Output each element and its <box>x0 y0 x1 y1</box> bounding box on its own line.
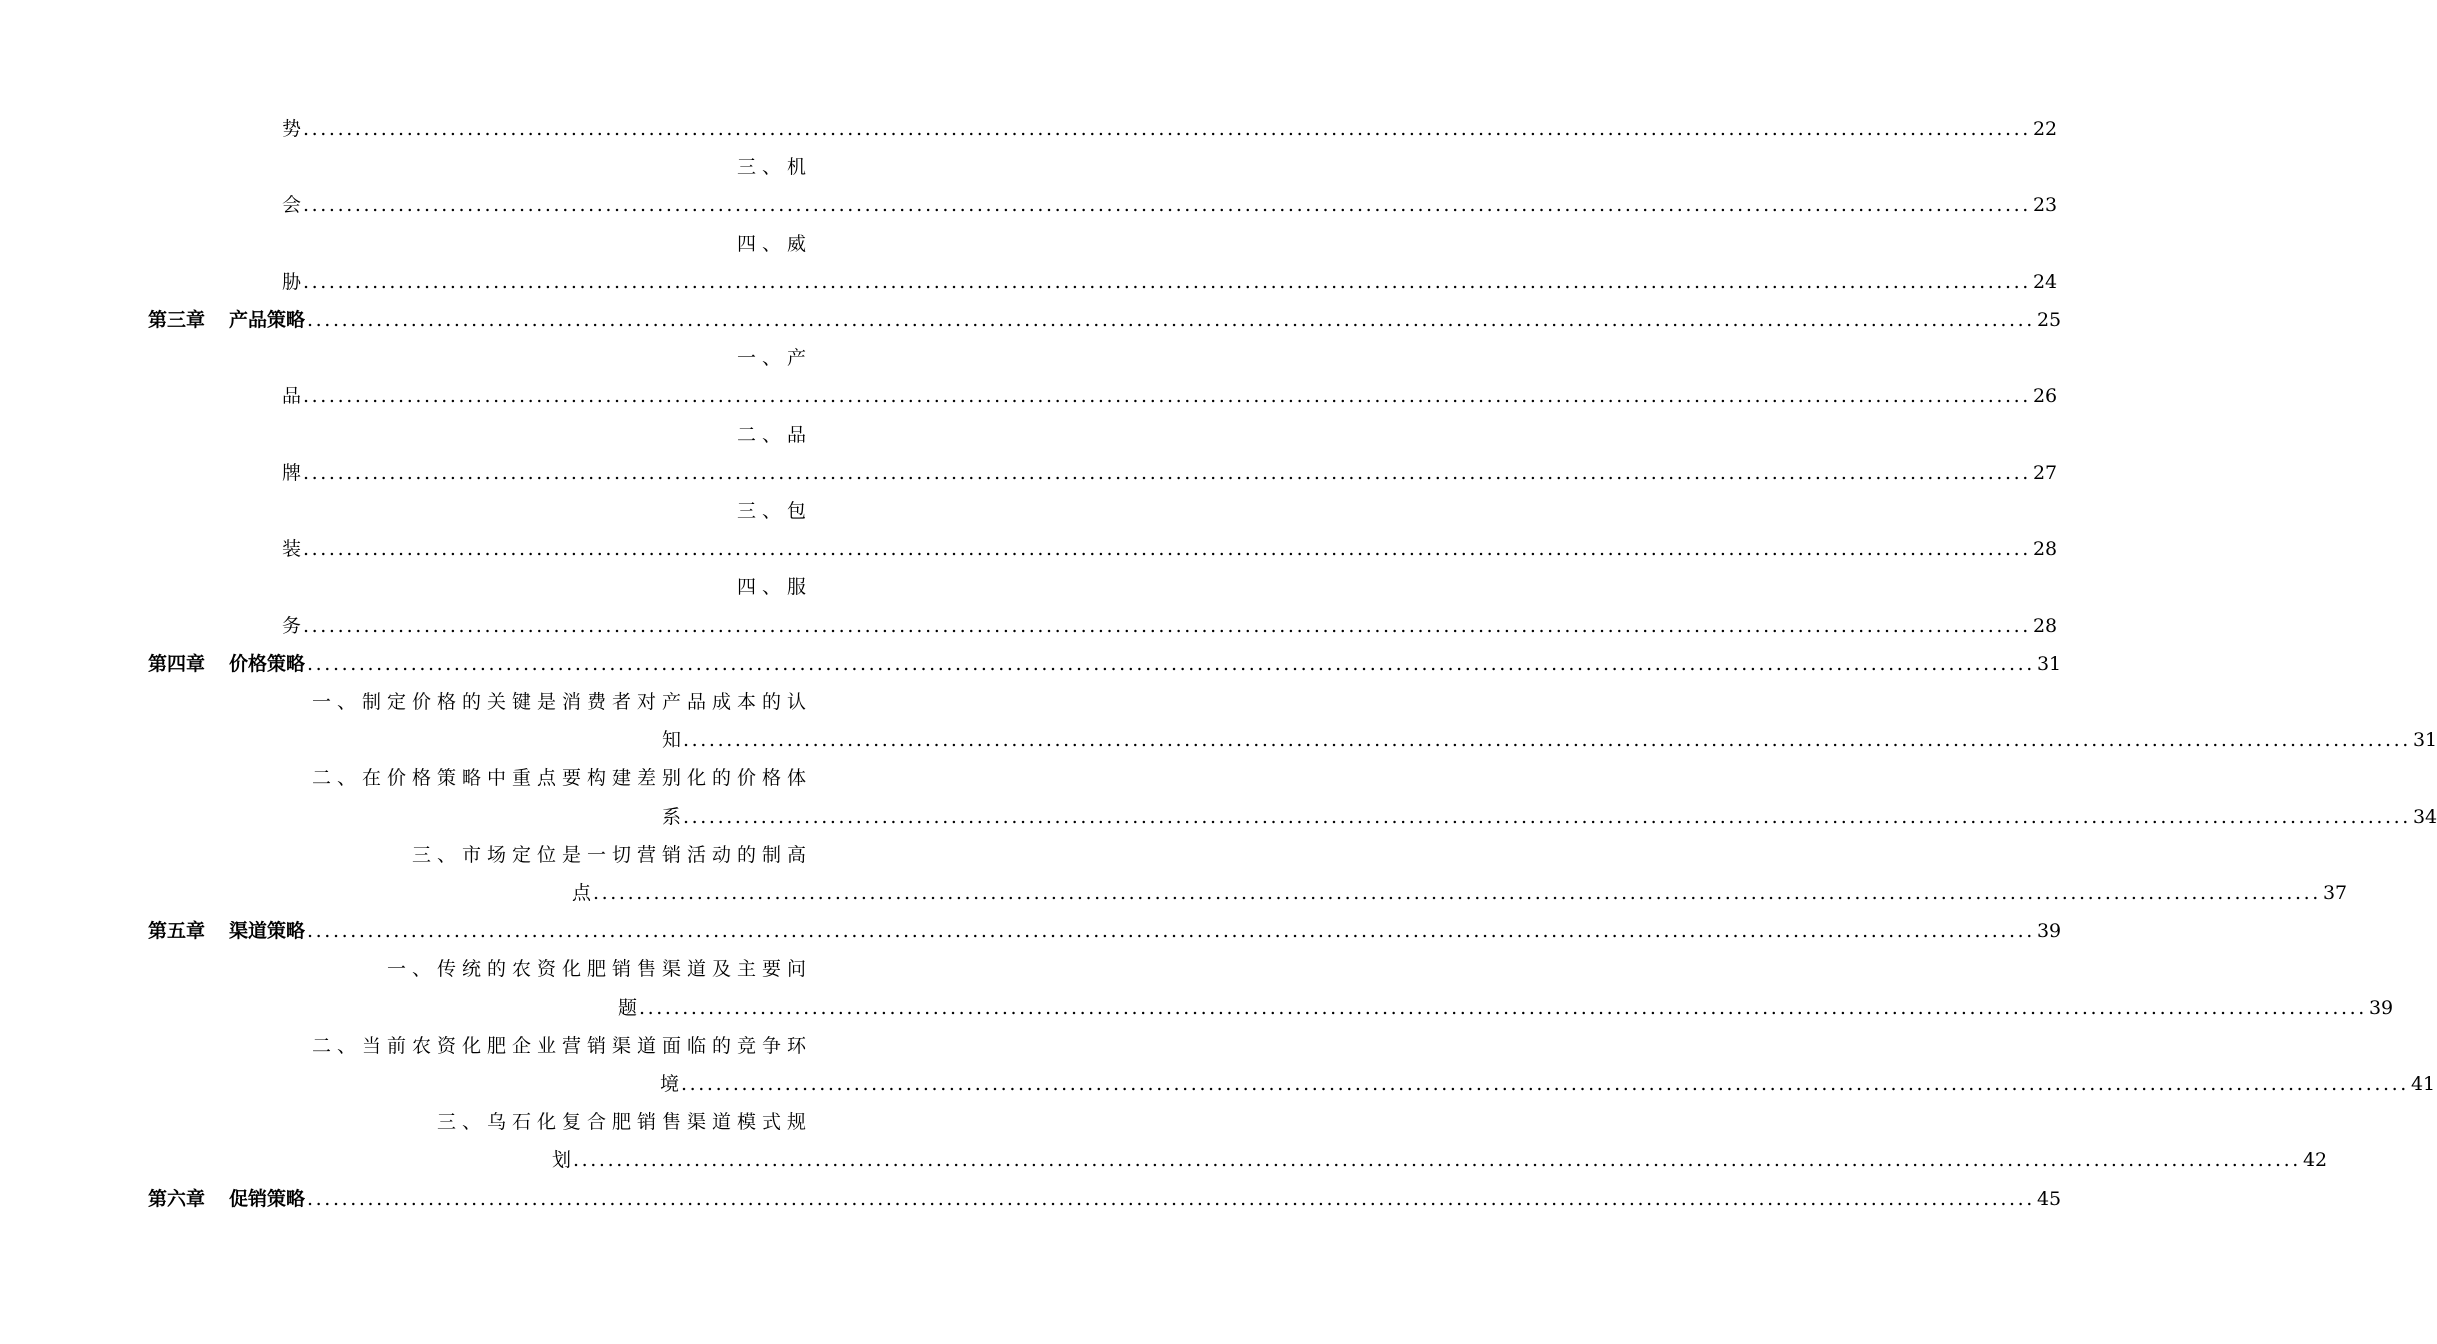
chapter-title: 渠道策略 <box>229 920 306 943</box>
toc-chapter-row <box>148 301 2062 339</box>
toc-heading-text: 四、威 <box>736 232 812 255</box>
page-number: 39 <box>2368 996 2394 1019</box>
leader-dots: ........................................................................................................................................................................................................ <box>303 118 2031 140</box>
toc-entry-text: 品 <box>282 385 302 408</box>
toc-entry-row <box>282 377 2058 415</box>
chapter-title: 促销策略 <box>229 1187 306 1210</box>
toc-chapter-row <box>148 645 2062 683</box>
toc-entry-row <box>282 263 2058 301</box>
toc-entry-row <box>572 874 2348 912</box>
toc-entry-row <box>282 530 2058 568</box>
toc-entry-heading <box>0 339 812 377</box>
page-number: 28 <box>2032 538 2058 561</box>
toc-heading-text: 四、服 <box>736 576 812 599</box>
page-number: 31 <box>2412 729 2437 752</box>
toc-entry-heading <box>0 1027 812 1065</box>
toc-entry-heading <box>0 759 812 797</box>
page-number: 27 <box>2032 461 2058 484</box>
leader-dots: ........................................................................................................................................................................................................ <box>593 882 2321 904</box>
page-number: 28 <box>2032 614 2058 637</box>
page-number: 31 <box>2036 652 2062 675</box>
page-number: 24 <box>2032 270 2058 293</box>
leader-dots: ........................................................................................................................................................................................................ <box>303 385 2031 408</box>
toc-entry-heading <box>0 836 812 874</box>
toc-entry-row <box>282 186 2058 224</box>
page-number: 41 <box>2410 1073 2436 1095</box>
toc-entry-heading <box>0 492 812 530</box>
leader-dots: ........................................................................................................................................................................................................ <box>683 729 2411 752</box>
page-number: 26 <box>2032 385 2058 408</box>
toc-entry-text: 题 <box>618 996 638 1019</box>
leader-dots: ........................................................................................................................................................................................................ <box>303 270 2031 293</box>
toc-chapter-row <box>148 912 2062 950</box>
toc-entry-row <box>660 1065 2436 1103</box>
chapter-title: 产品策略 <box>229 309 306 331</box>
toc-entry-heading <box>0 950 812 988</box>
leader-dots: ........................................................................................................................................................................................................ <box>303 194 2031 217</box>
page-number: 42 <box>2302 1149 2328 1172</box>
toc-heading-text: 三、乌石化复合肥销售渠道模式规 <box>436 1111 812 1134</box>
toc-entry-text: 知 <box>662 729 682 752</box>
leader-dots: ........................................................................................................................................................................................................ <box>303 538 2031 561</box>
toc-chapter-label <box>148 645 305 683</box>
toc-chapter-label <box>148 912 305 950</box>
toc-entry-text: 胁 <box>282 270 302 293</box>
leader-dots: ........................................................................................................................................................................................................ <box>307 309 2035 331</box>
toc-heading-text: 一、产 <box>736 347 812 370</box>
toc-entry-row <box>282 110 2058 148</box>
leader-dots: ........................................................................................................................................................................................................ <box>307 1187 2035 1210</box>
toc-entry-text: 划 <box>552 1149 572 1172</box>
toc-chapter-row <box>148 1180 2062 1218</box>
leader-dots: ........................................................................................................................................................................................................ <box>307 920 2035 943</box>
toc-heading-text: 一、制定价格的关键是消费者对产品成本的认 <box>311 691 812 713</box>
page-number: 34 <box>2412 805 2437 828</box>
toc-entry-text: 装 <box>282 538 302 561</box>
toc-entry-row <box>282 607 2058 645</box>
toc-heading-text: 三、包 <box>736 500 812 522</box>
toc-heading-text: 三、市场定位是一切营销活动的制高 <box>411 843 812 866</box>
leader-dots: ........................................................................................................................................................................................................ <box>683 805 2411 828</box>
chapter-number: 第六章 <box>148 1187 206 1210</box>
toc-entry-heading <box>0 225 812 263</box>
toc-entry-heading <box>0 416 812 454</box>
page-number: 22 <box>2032 118 2058 140</box>
chapter-title: 价格策略 <box>229 652 306 675</box>
leader-dots: ........................................................................................................................................................................................................ <box>639 996 2367 1019</box>
leader-dots: ........................................................................................................................................................................................................ <box>303 614 2031 637</box>
toc-entry-text: 点 <box>572 882 592 904</box>
toc-entry-heading <box>0 568 812 606</box>
leader-dots: ........................................................................................................................................................................................................ <box>303 461 2031 484</box>
page-number: 25 <box>2036 309 2062 331</box>
toc-heading-text: 二、品 <box>736 423 812 446</box>
toc-entry-heading <box>0 683 812 721</box>
toc-chapter-label <box>148 301 305 339</box>
toc-entry-text: 务 <box>282 614 302 637</box>
toc-entry-text: 境 <box>660 1073 680 1095</box>
toc-entry-row <box>282 454 2058 492</box>
toc-chapter-label <box>148 1180 305 1218</box>
page-number: 37 <box>2322 882 2348 904</box>
toc-heading-text: 一、传统的农资化肥销售渠道及主要问 <box>386 958 812 981</box>
toc-entry-row <box>618 989 2394 1027</box>
toc-entry-text: 会 <box>282 194 302 217</box>
toc-entry-heading <box>0 1103 812 1141</box>
toc-entry-row <box>662 798 2437 836</box>
toc-heading-text: 三、机 <box>736 156 812 179</box>
page-number: 23 <box>2032 194 2058 217</box>
chapter-number: 第四章 <box>148 652 206 675</box>
chapter-number: 第五章 <box>148 920 206 943</box>
toc-entry-text: 势 <box>282 118 302 140</box>
toc-heading-text: 二、当前农资化肥企业营销渠道面临的竞争环 <box>311 1034 812 1057</box>
leader-dots: ........................................................................................................................................................................................................ <box>307 652 2035 675</box>
page-number: 39 <box>2036 920 2062 943</box>
toc-entry-row <box>552 1141 2328 1179</box>
leader-dots: ........................................................................................................................................................................................................ <box>573 1149 2301 1172</box>
chapter-number: 第三章 <box>148 309 206 331</box>
toc-entry-text: 系 <box>662 805 682 828</box>
toc-heading-text: 二、在价格策略中重点要构建差别化的价格体 <box>311 767 812 790</box>
toc-entry-heading <box>0 148 812 186</box>
page-number: 45 <box>2036 1187 2062 1210</box>
toc-entry-text: 牌 <box>282 461 302 484</box>
leader-dots: ........................................................................................................................................................................................................ <box>681 1073 2409 1095</box>
toc-entry-row <box>662 721 2437 759</box>
